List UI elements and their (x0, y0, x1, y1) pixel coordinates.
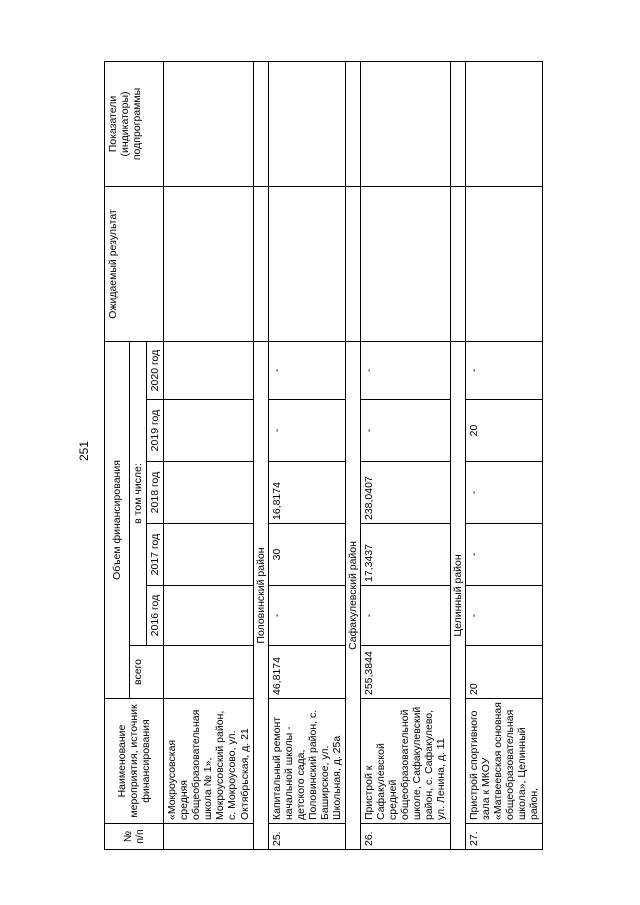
row-name: Капитальный ремонт начальной школы - детского сада, Половинский район, с. Баширское, ул. Школьная, д. 25а (268, 699, 345, 824)
section-title-polovinsky: Половинский район (253, 341, 268, 849)
row-result (465, 186, 542, 341)
col-header-2018: 2018 год (147, 462, 164, 524)
table-row (361, 61, 450, 849)
row-2017: - (465, 524, 542, 586)
row-indicators (164, 61, 253, 186)
row-2018: 238,0407 (361, 462, 450, 524)
row-result (361, 186, 450, 341)
row-result (164, 186, 253, 341)
row-total: 255,3844 (361, 646, 450, 699)
col-header-2017: 2017 год (147, 524, 164, 586)
row-2019: - (361, 400, 450, 462)
row-indicators (268, 61, 345, 186)
section-row (450, 61, 465, 849)
section-title-tselinny: Целинный район (450, 341, 465, 849)
col-header-2020: 2020 год (147, 341, 164, 399)
row-2019: 20 (465, 400, 542, 462)
col-header-including: в том числе: (130, 341, 147, 645)
row-num: 26. (361, 824, 450, 850)
row-2019 (164, 400, 253, 462)
row-2016: - (465, 586, 542, 646)
row-2017 (164, 524, 253, 586)
row-result (268, 186, 345, 341)
row-2018: 16,8174 (268, 462, 345, 524)
row-num (164, 824, 253, 850)
col-header-name: Наименование мероприятия, источник финансирования (105, 699, 164, 824)
col-header-2016: 2016 год (147, 586, 164, 646)
section-row (346, 61, 361, 849)
col-header-result: Ожидаемый результат (105, 186, 164, 341)
row-2019: - (268, 400, 345, 462)
rotated-table-frame (104, 62, 610, 850)
row-2018 (164, 462, 253, 524)
row-2017: 17,3437 (361, 524, 450, 586)
row-num: 27. (465, 824, 542, 850)
row-2020: - (465, 341, 542, 399)
page-number: 251 (77, 440, 91, 462)
col-header-total: всего (130, 646, 164, 699)
row-2018: - (465, 462, 542, 524)
row-total (164, 646, 253, 699)
program-table (104, 61, 543, 850)
row-total: 46,8174 (268, 646, 345, 699)
section-spacer (253, 186, 268, 341)
row-num: 25. (268, 824, 345, 850)
section-spacer (253, 61, 268, 186)
col-header-volume: Объем финансирования (105, 341, 130, 698)
table-area (104, 62, 610, 850)
section-row (253, 61, 268, 849)
row-2016: - (361, 586, 450, 646)
row-name: Пристрой к Сафакулевской средней общеобразовательной школе, Сафакулевский район, с. Сафакулево, ул. Ленина, д. 11 (361, 699, 450, 824)
table-row (164, 61, 253, 849)
section-spacer (346, 61, 361, 186)
col-header-2019: 2019 год (147, 400, 164, 462)
row-2020: - (268, 341, 345, 399)
section-spacer (346, 186, 361, 341)
table-row (268, 61, 345, 849)
row-2016 (164, 586, 253, 646)
row-indicators (465, 61, 542, 186)
section-title-safakulevsky: Сафакулевский район (346, 341, 361, 849)
row-name: Пристрой спортивного зала к МКОУ «Матвеевская основная общеобразовательная школа», Целинный район, (465, 699, 542, 824)
row-2020 (164, 341, 253, 399)
section-spacer (450, 186, 465, 341)
row-2017: 30 (268, 524, 345, 586)
row-total: 20 (465, 646, 542, 699)
col-header-indicators: Показатели (индикаторы) подпрограммы (105, 61, 164, 186)
row-indicators (361, 61, 450, 186)
col-header-num: № п/п (105, 824, 164, 850)
section-spacer (450, 61, 465, 186)
row-2020: - (361, 341, 450, 399)
row-name: «Мокроусовская средняя общеобразовательная школа № 1», Мокроусовский район, с. Мокроусово, ул. Октябрьская, д. 21 (164, 699, 253, 824)
header-row-1 (105, 61, 130, 849)
row-2016: - (268, 586, 345, 646)
table-row (465, 61, 542, 849)
